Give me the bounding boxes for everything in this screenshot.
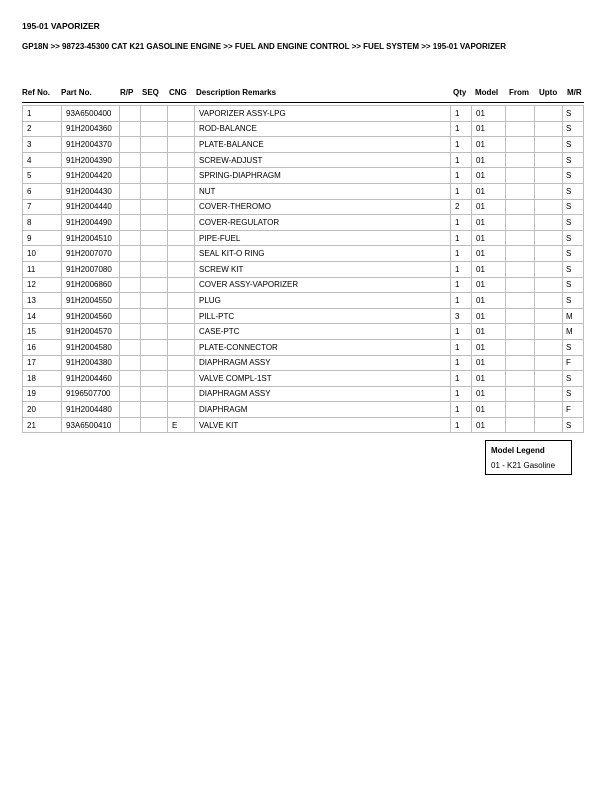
cell-upto bbox=[535, 246, 563, 262]
cell-from bbox=[506, 308, 535, 324]
cell-seq bbox=[141, 261, 168, 277]
cell-cng bbox=[168, 152, 195, 168]
cell-from bbox=[506, 215, 535, 231]
cell-ref-no: 7 bbox=[23, 199, 62, 215]
cell-upto bbox=[535, 168, 563, 184]
cell-cng bbox=[168, 168, 195, 184]
cell-upto bbox=[535, 402, 563, 418]
cell-rp bbox=[120, 215, 141, 231]
cell-upto bbox=[535, 106, 563, 122]
cell-part-no: 91H2004510 bbox=[62, 230, 120, 246]
cell-model: 01 bbox=[472, 121, 506, 137]
cell-model: 01 bbox=[472, 215, 506, 231]
table-row bbox=[23, 230, 584, 246]
cell-part-no: 91H2004440 bbox=[62, 199, 120, 215]
cell-mr: S bbox=[563, 386, 584, 402]
cell-from bbox=[506, 137, 535, 153]
cell-model: 01 bbox=[472, 293, 506, 309]
cell-part-no: 91H2004580 bbox=[62, 339, 120, 355]
cell-qty: 3 bbox=[451, 308, 472, 324]
cell-qty: 1 bbox=[451, 137, 472, 153]
cell-ref-no: 2 bbox=[23, 121, 62, 137]
cell-from bbox=[506, 246, 535, 262]
cell-qty: 1 bbox=[451, 339, 472, 355]
cell-mr: S bbox=[563, 246, 584, 262]
cell-upto bbox=[535, 199, 563, 215]
cell-mr: S bbox=[563, 230, 584, 246]
cell-upto bbox=[535, 152, 563, 168]
table-row bbox=[23, 355, 584, 371]
cell-ref-no: 11 bbox=[23, 261, 62, 277]
cell-ref-no: 15 bbox=[23, 324, 62, 340]
cell-part-no: 91H2004370 bbox=[62, 137, 120, 153]
cell-from bbox=[506, 183, 535, 199]
cell-model: 01 bbox=[472, 168, 506, 184]
cell-upto bbox=[535, 215, 563, 231]
cell-ref-no: 14 bbox=[23, 308, 62, 324]
page-title: 195-01 VAPORIZER bbox=[22, 21, 100, 31]
cell-rp bbox=[120, 168, 141, 184]
cell-ref-no: 21 bbox=[23, 417, 62, 433]
cell-mr: S bbox=[563, 261, 584, 277]
cell-rp bbox=[120, 106, 141, 122]
cell-from bbox=[506, 230, 535, 246]
cell-mr: S bbox=[563, 417, 584, 433]
cell-seq bbox=[141, 371, 168, 387]
cell-description: SCREW-ADJUST bbox=[195, 152, 451, 168]
cell-cng bbox=[168, 215, 195, 231]
cell-from bbox=[506, 261, 535, 277]
cell-ref-no: 20 bbox=[23, 402, 62, 418]
cell-upto bbox=[535, 121, 563, 137]
cell-rp bbox=[120, 137, 141, 153]
cell-model: 01 bbox=[472, 230, 506, 246]
cell-description: VALVE KIT bbox=[195, 417, 451, 433]
table-row bbox=[23, 121, 584, 137]
cell-seq bbox=[141, 324, 168, 340]
cell-from bbox=[506, 293, 535, 309]
cell-rp bbox=[120, 277, 141, 293]
cell-rp bbox=[120, 152, 141, 168]
cell-part-no: 91H2006860 bbox=[62, 277, 120, 293]
cell-description: DIAPHRAGM bbox=[195, 402, 451, 418]
cell-mr: S bbox=[563, 121, 584, 137]
cell-rp bbox=[120, 355, 141, 371]
cell-model: 01 bbox=[472, 106, 506, 122]
cell-mr: S bbox=[563, 215, 584, 231]
table-row bbox=[23, 246, 584, 262]
cell-qty: 1 bbox=[451, 168, 472, 184]
cell-ref-no: 3 bbox=[23, 137, 62, 153]
cell-part-no: 9196507700 bbox=[62, 386, 120, 402]
cell-cng bbox=[168, 230, 195, 246]
cell-model: 01 bbox=[472, 137, 506, 153]
cell-model: 01 bbox=[472, 277, 506, 293]
cell-description: PLATE-BALANCE bbox=[195, 137, 451, 153]
cell-from bbox=[506, 106, 535, 122]
cell-cng bbox=[168, 137, 195, 153]
cell-qty: 1 bbox=[451, 293, 472, 309]
cell-part-no: 91H2004380 bbox=[62, 355, 120, 371]
cell-mr: S bbox=[563, 339, 584, 355]
cell-part-no: 93A6500410 bbox=[62, 417, 120, 433]
cell-mr: S bbox=[563, 106, 584, 122]
header-divider bbox=[22, 102, 584, 103]
header-qty: Qty bbox=[453, 88, 467, 97]
cell-part-no: 91H2004570 bbox=[62, 324, 120, 340]
cell-model: 01 bbox=[472, 246, 506, 262]
table-row bbox=[23, 168, 584, 184]
cell-model: 01 bbox=[472, 199, 506, 215]
cell-ref-no: 6 bbox=[23, 183, 62, 199]
model-legend-item: 01 - K21 Gasoline bbox=[491, 461, 556, 470]
cell-rp bbox=[120, 293, 141, 309]
cell-ref-no: 4 bbox=[23, 152, 62, 168]
cell-seq bbox=[141, 137, 168, 153]
table-row bbox=[23, 183, 584, 199]
cell-upto bbox=[535, 324, 563, 340]
cell-part-no: 91H2004490 bbox=[62, 215, 120, 231]
cell-description: SPRING-DIAPHRAGM bbox=[195, 168, 451, 184]
cell-cng bbox=[168, 324, 195, 340]
cell-rp bbox=[120, 261, 141, 277]
cell-cng bbox=[168, 277, 195, 293]
cell-from bbox=[506, 324, 535, 340]
cell-cng bbox=[168, 246, 195, 262]
cell-rp bbox=[120, 386, 141, 402]
cell-cng bbox=[168, 355, 195, 371]
cell-ref-no: 19 bbox=[23, 386, 62, 402]
cell-mr: S bbox=[563, 199, 584, 215]
cell-cng bbox=[168, 183, 195, 199]
cell-description: DIAPHRAGM ASSY bbox=[195, 355, 451, 371]
cell-cng bbox=[168, 308, 195, 324]
breadcrumb: GP18N >> 98723-45300 CAT K21 GASOLINE ENGINE >> FUEL AND ENGINE CONTROL >> FUEL SYSTEM >> 195-01 VAPORIZER bbox=[22, 42, 507, 51]
cell-model: 01 bbox=[472, 386, 506, 402]
cell-from bbox=[506, 168, 535, 184]
cell-from bbox=[506, 199, 535, 215]
model-legend bbox=[485, 440, 572, 475]
cell-part-no: 93A6500400 bbox=[62, 106, 120, 122]
cell-description: SEAL KIT-O RING bbox=[195, 246, 451, 262]
cell-qty: 1 bbox=[451, 417, 472, 433]
parts-table-body bbox=[23, 106, 584, 433]
cell-seq bbox=[141, 339, 168, 355]
cell-qty: 1 bbox=[451, 152, 472, 168]
table-row bbox=[23, 308, 584, 324]
cell-mr: S bbox=[563, 152, 584, 168]
cell-seq bbox=[141, 308, 168, 324]
cell-upto bbox=[535, 230, 563, 246]
table-row bbox=[23, 199, 584, 215]
cell-model: 01 bbox=[472, 308, 506, 324]
cell-cng bbox=[168, 402, 195, 418]
cell-model: 01 bbox=[472, 261, 506, 277]
table-row bbox=[23, 152, 584, 168]
cell-rp bbox=[120, 121, 141, 137]
cell-rp bbox=[120, 371, 141, 387]
cell-qty: 1 bbox=[451, 183, 472, 199]
cell-seq bbox=[141, 417, 168, 433]
header-model: Model bbox=[475, 88, 499, 97]
cell-from bbox=[506, 152, 535, 168]
cell-model: 01 bbox=[472, 152, 506, 168]
cell-seq bbox=[141, 386, 168, 402]
cell-mr: M bbox=[563, 324, 584, 340]
cell-seq bbox=[141, 355, 168, 371]
cell-mr: S bbox=[563, 168, 584, 184]
cell-rp bbox=[120, 417, 141, 433]
header-description: Description Remarks bbox=[196, 88, 277, 97]
cell-rp bbox=[120, 324, 141, 340]
table-row bbox=[23, 137, 584, 153]
cell-part-no: 91H2007080 bbox=[62, 261, 120, 277]
cell-seq bbox=[141, 246, 168, 262]
cell-ref-no: 8 bbox=[23, 215, 62, 231]
cell-from bbox=[506, 339, 535, 355]
cell-description: PILL-PTC bbox=[195, 308, 451, 324]
cell-ref-no: 9 bbox=[23, 230, 62, 246]
cell-model: 01 bbox=[472, 183, 506, 199]
cell-cng bbox=[168, 386, 195, 402]
cell-model: 01 bbox=[472, 339, 506, 355]
header-from: From bbox=[509, 88, 529, 97]
cell-description: CASE-PTC bbox=[195, 324, 451, 340]
cell-description: PIPE-FUEL bbox=[195, 230, 451, 246]
cell-part-no: 91H2004430 bbox=[62, 183, 120, 199]
header-seq: SEQ bbox=[142, 88, 159, 97]
cell-part-no: 91H2004420 bbox=[62, 168, 120, 184]
header-mr: M/R bbox=[567, 88, 582, 97]
cell-cng bbox=[168, 121, 195, 137]
header-cng: CNG bbox=[169, 88, 187, 97]
cell-from bbox=[506, 417, 535, 433]
cell-ref-no: 1 bbox=[23, 106, 62, 122]
cell-ref-no: 10 bbox=[23, 246, 62, 262]
cell-qty: 1 bbox=[451, 121, 472, 137]
model-legend-title: Model Legend bbox=[491, 446, 545, 455]
cell-rp bbox=[120, 199, 141, 215]
cell-seq bbox=[141, 168, 168, 184]
cell-upto bbox=[535, 417, 563, 433]
table-row bbox=[23, 371, 584, 387]
cell-from bbox=[506, 402, 535, 418]
cell-model: 01 bbox=[472, 355, 506, 371]
cell-description: NUT bbox=[195, 183, 451, 199]
parts-table bbox=[22, 105, 584, 433]
cell-mr: S bbox=[563, 183, 584, 199]
cell-rp bbox=[120, 246, 141, 262]
table-row bbox=[23, 261, 584, 277]
header-part-no: Part No. bbox=[61, 88, 92, 97]
cell-ref-no: 17 bbox=[23, 355, 62, 371]
cell-description: ROD-BALANCE bbox=[195, 121, 451, 137]
cell-seq bbox=[141, 293, 168, 309]
cell-seq bbox=[141, 121, 168, 137]
cell-cng bbox=[168, 371, 195, 387]
cell-from bbox=[506, 277, 535, 293]
cell-part-no: 91H2004360 bbox=[62, 121, 120, 137]
cell-description: VAPORIZER ASSY-LPG bbox=[195, 106, 451, 122]
cell-model: 01 bbox=[472, 371, 506, 387]
cell-qty: 2 bbox=[451, 199, 472, 215]
table-row bbox=[23, 324, 584, 340]
cell-cng bbox=[168, 261, 195, 277]
cell-qty: 1 bbox=[451, 371, 472, 387]
cell-description: DIAPHRAGM ASSY bbox=[195, 386, 451, 402]
cell-cng bbox=[168, 199, 195, 215]
cell-seq bbox=[141, 183, 168, 199]
cell-qty: 1 bbox=[451, 277, 472, 293]
cell-rp bbox=[120, 308, 141, 324]
cell-description: VALVE COMPL-1ST bbox=[195, 371, 451, 387]
cell-cng: E bbox=[168, 417, 195, 433]
cell-rp bbox=[120, 183, 141, 199]
cell-ref-no: 12 bbox=[23, 277, 62, 293]
cell-description: PLUG bbox=[195, 293, 451, 309]
cell-mr: S bbox=[563, 137, 584, 153]
cell-qty: 1 bbox=[451, 261, 472, 277]
cell-ref-no: 13 bbox=[23, 293, 62, 309]
cell-description: COVER-REGULATOR bbox=[195, 215, 451, 231]
cell-model: 01 bbox=[472, 324, 506, 340]
cell-seq bbox=[141, 402, 168, 418]
table-row bbox=[23, 386, 584, 402]
cell-seq bbox=[141, 230, 168, 246]
cell-part-no: 91H2004550 bbox=[62, 293, 120, 309]
cell-upto bbox=[535, 355, 563, 371]
cell-seq bbox=[141, 215, 168, 231]
cell-qty: 1 bbox=[451, 324, 472, 340]
cell-rp bbox=[120, 230, 141, 246]
table-row bbox=[23, 402, 584, 418]
table-row bbox=[23, 106, 584, 122]
table-row bbox=[23, 339, 584, 355]
cell-seq bbox=[141, 277, 168, 293]
table-row bbox=[23, 417, 584, 433]
cell-description: PLATE-CONNECTOR bbox=[195, 339, 451, 355]
cell-upto bbox=[535, 308, 563, 324]
cell-upto bbox=[535, 137, 563, 153]
cell-from bbox=[506, 371, 535, 387]
cell-part-no: 91H2004560 bbox=[62, 308, 120, 324]
cell-model: 01 bbox=[472, 417, 506, 433]
cell-from bbox=[506, 121, 535, 137]
cell-from bbox=[506, 386, 535, 402]
cell-ref-no: 18 bbox=[23, 371, 62, 387]
cell-ref-no: 5 bbox=[23, 168, 62, 184]
cell-description: COVER-THEROMO bbox=[195, 199, 451, 215]
cell-qty: 1 bbox=[451, 246, 472, 262]
table-row bbox=[23, 293, 584, 309]
cell-mr: S bbox=[563, 277, 584, 293]
cell-seq bbox=[141, 199, 168, 215]
cell-cng bbox=[168, 339, 195, 355]
cell-qty: 1 bbox=[451, 386, 472, 402]
cell-part-no: 91H2004480 bbox=[62, 402, 120, 418]
cell-part-no: 91H2004390 bbox=[62, 152, 120, 168]
header-ref-no: Ref No. bbox=[22, 88, 50, 97]
cell-from bbox=[506, 355, 535, 371]
cell-seq bbox=[141, 106, 168, 122]
cell-mr: S bbox=[563, 371, 584, 387]
cell-description: COVER ASSY-VAPORIZER bbox=[195, 277, 451, 293]
header-upto: Upto bbox=[539, 88, 558, 97]
cell-qty: 1 bbox=[451, 106, 472, 122]
cell-mr: S bbox=[563, 293, 584, 309]
cell-mr: M bbox=[563, 308, 584, 324]
cell-qty: 1 bbox=[451, 230, 472, 246]
cell-upto bbox=[535, 277, 563, 293]
cell-part-no: 91H2004460 bbox=[62, 371, 120, 387]
cell-part-no: 91H2007070 bbox=[62, 246, 120, 262]
table-row bbox=[23, 277, 584, 293]
cell-rp bbox=[120, 339, 141, 355]
cell-cng bbox=[168, 293, 195, 309]
cell-qty: 1 bbox=[451, 355, 472, 371]
cell-cng bbox=[168, 106, 195, 122]
header-rp: R/P bbox=[120, 88, 134, 97]
cell-description: SCREW KIT bbox=[195, 261, 451, 277]
cell-upto bbox=[535, 261, 563, 277]
cell-qty: 1 bbox=[451, 215, 472, 231]
cell-upto bbox=[535, 386, 563, 402]
table-row bbox=[23, 215, 584, 231]
cell-model: 01 bbox=[472, 402, 506, 418]
cell-upto bbox=[535, 371, 563, 387]
cell-ref-no: 16 bbox=[23, 339, 62, 355]
cell-mr: F bbox=[563, 402, 584, 418]
cell-mr: F bbox=[563, 355, 584, 371]
cell-upto bbox=[535, 183, 563, 199]
cell-upto bbox=[535, 339, 563, 355]
cell-seq bbox=[141, 152, 168, 168]
cell-rp bbox=[120, 402, 141, 418]
cell-upto bbox=[535, 293, 563, 309]
cell-qty: 1 bbox=[451, 402, 472, 418]
